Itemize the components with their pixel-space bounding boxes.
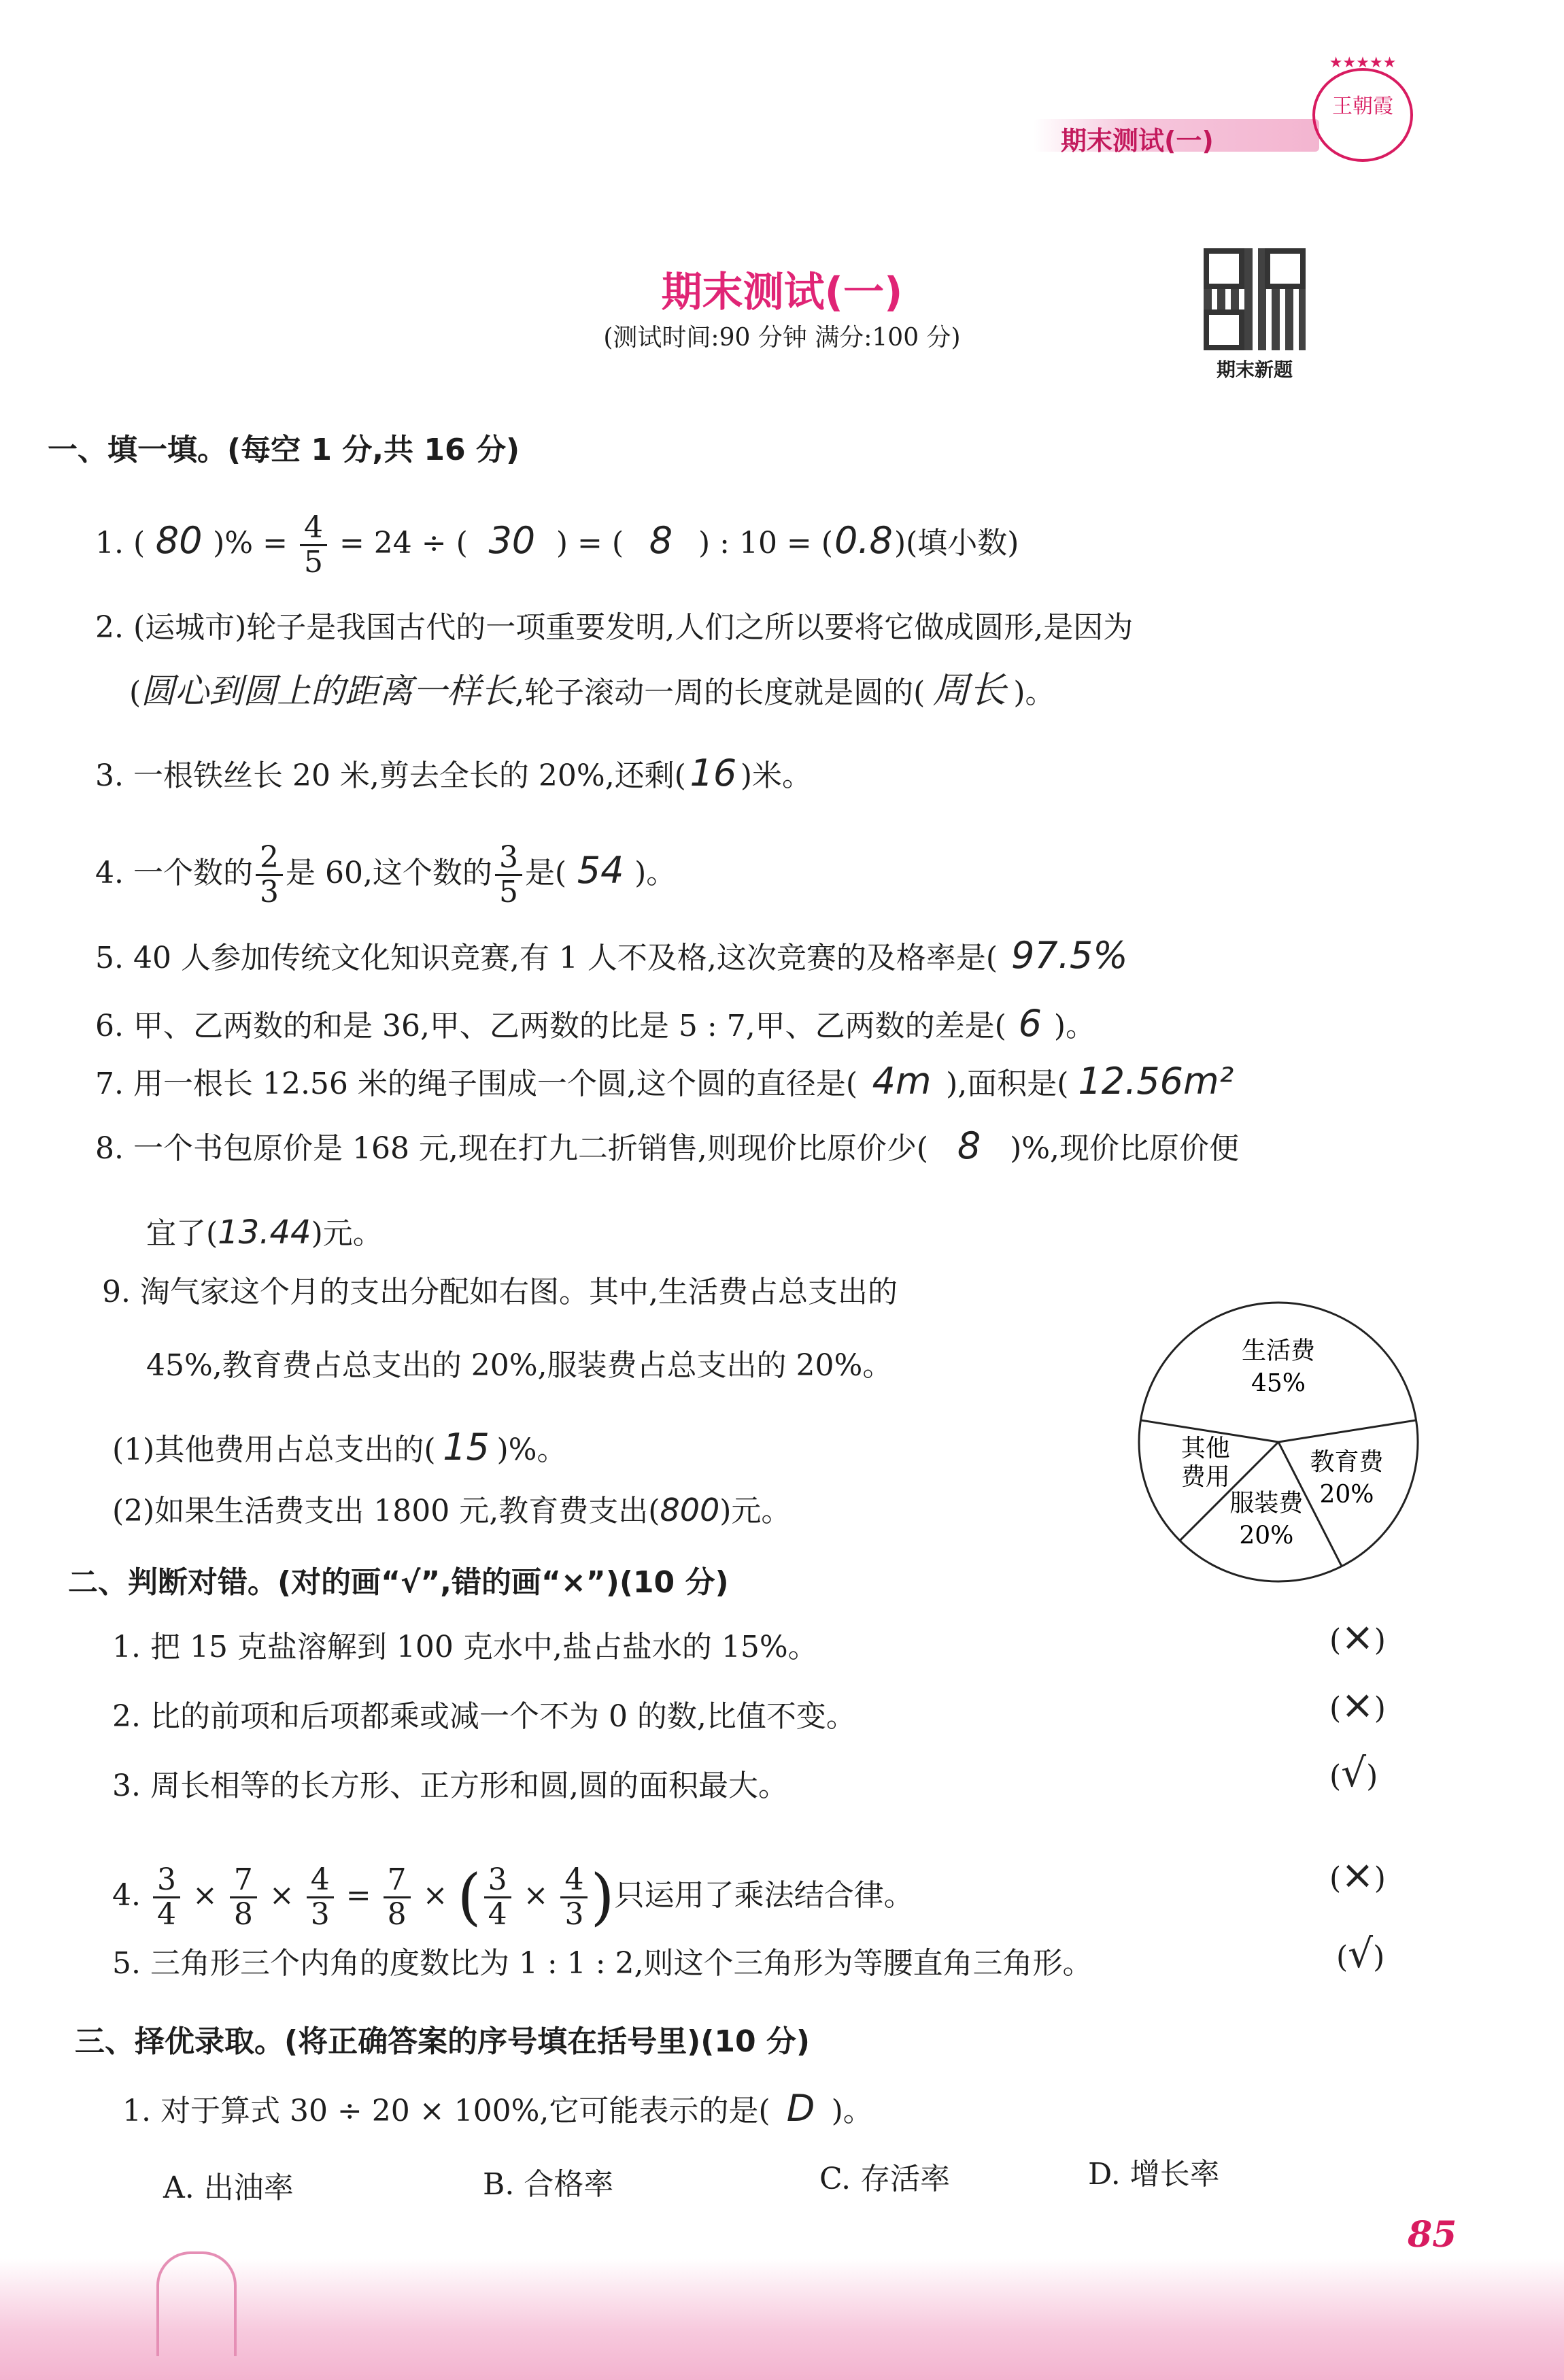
pie-label-1: 教育费 (1310, 1448, 1384, 1477)
q3-answer[interactable]: 16 (690, 752, 737, 794)
choice-option-b[interactable]: B. 合格率 (483, 2167, 614, 2202)
choice-q1: 1. 对于算式 30 ÷ 20 × 100%,它可能表示的是( D )。 (122, 2087, 873, 2130)
q1-answer-1[interactable]: 80 (155, 519, 203, 562)
q3-line: 3. 一根铁丝长 20 米,剪去全长的 20%,还剩( 16 )米。 (95, 752, 813, 794)
pie-value-2: 20% (1239, 1522, 1294, 1550)
choice-option-c[interactable]: C. 存活率 (819, 2162, 951, 2196)
q2-line2: (圆心到圆上的距离一样长,轮子滚动一周的长度就是圆的( 周长 )。 (129, 669, 1055, 711)
castle-icon (156, 2251, 237, 2356)
judge-mark-3[interactable]: (√) (1329, 1749, 1378, 1796)
pie-label-0: 生活费 (1241, 1337, 1316, 1365)
section1-heading: 一、填一填。(每空 1 分,共 16 分) (48, 433, 520, 467)
expense-pie-chart (1122, 1292, 1435, 1592)
q2-answer-2[interactable]: 周长 (932, 669, 1006, 711)
q7-line: 7. 用一根长 12.56 米的绳子围成一个圆,这个圆的直径是( 4m ),面积是( 12.56m² (95, 1060, 1234, 1103)
brand-logo (1312, 54, 1413, 162)
fraction-3-5: $\frac{3}{5}$ (495, 841, 522, 909)
q8-answer-2[interactable]: 13.44 (218, 1213, 311, 1252)
q8-answer-1[interactable]: 8 (957, 1124, 981, 1167)
qr-code-icon (1204, 248, 1306, 350)
page-subtitle: (测试时间:90 分钟 满分:100 分) (603, 324, 961, 352)
q9-line2: 45%,教育费占总支出的 20%,服装费占总支出的 20%。 (146, 1348, 893, 1383)
q9-line1: 9. 淘气家这个月的支出分配如右图。其中,生活费占总支出的 (102, 1275, 898, 1309)
judge-item-2: 2. 比的前项和后项都乘或减一个不为 0 的数,比值不变。 (112, 1699, 856, 1734)
pie-value-1: 20% (1319, 1481, 1374, 1509)
q5-line: 5. 40 人参加传统文化知识竞赛,有 1 人不及格,这次竞赛的及格率是( 97.5% (95, 934, 1128, 977)
q9-sub2: (2)如果生活费支出 1800 元,教育费支出(800)元。 (112, 1492, 792, 1528)
fraction-4-5: $\frac{4}{5}$ (300, 512, 327, 579)
pie-label-2: 服装费 (1229, 1489, 1304, 1518)
q4-answer[interactable]: 54 (577, 849, 624, 892)
q6-answer[interactable]: 6 (1018, 1002, 1042, 1045)
judge-item-1: 1. 把 15 克盐溶解到 100 克水中,盐占盐水的 15%。 (112, 1630, 818, 1664)
section2-heading: 二、判断对错。(对的画“√”,错的画“×”)(10 分) (68, 1565, 729, 1600)
pie-label-3: 其他费用 (1180, 1434, 1230, 1491)
choice-option-a[interactable]: A. 出油率 (163, 2171, 294, 2205)
q2-line1: 2. (运城市)轮子是我国古代的一项重要发明,人们之所以要将它做成圆形,是因为 (95, 610, 1134, 645)
q7-answer-2[interactable]: 12.56m² (1078, 1060, 1234, 1103)
judge-item-3: 3. 周长相等的长方形、正方形和圆,圆的面积最大。 (112, 1769, 788, 1803)
section3-heading: 三、择优录取。(将正确答案的序号填在括号里)(10 分) (75, 2024, 810, 2059)
fraction-2-3: $\frac{2}{3}$ (256, 841, 283, 909)
q9-answer-1[interactable]: 15 (443, 1426, 490, 1469)
q8-line1: 8. 一个书包原价是 168 元,现在打九二折销售,则现价比原价少( 8 )%,现价比原价便 (95, 1124, 1240, 1167)
q9-answer-2[interactable]: 800 (660, 1492, 720, 1528)
judge-mark-2[interactable]: (×) (1329, 1681, 1386, 1728)
q6-line: 6. 甲、乙两数的和是 36,甲、乙两数的比是 5 : 7,甲、乙两数的差是( 6 )。 (95, 1002, 1096, 1045)
q7-answer-1[interactable]: 4m (872, 1060, 932, 1103)
qr-label: 期末新题 (1216, 358, 1293, 381)
q1-answer-2[interactable]: 30 (488, 519, 536, 562)
q4-line: 4. 一个数的 $\frac{2}{3}$ 是 60,这个数的 $\frac{3}{5}$ 是( 54 )。 (95, 840, 677, 909)
page-number: 85 (1408, 2214, 1457, 2256)
brand-name: 王朝霞 (1332, 95, 1393, 118)
choice-q1-answer[interactable]: D (786, 2087, 815, 2130)
stars-icon: ★★★★★ (1329, 54, 1397, 71)
choice-option-d[interactable]: D. 增长率 (1088, 2157, 1220, 2192)
page-title: 期末测试(一) (661, 269, 903, 316)
q1-line: 1. ( 80 )% = $\frac{4}{5}$ = 24 ÷ ( 30 ) = ( 8 ) : 10 = (0.8)(填小数) (95, 510, 1019, 580)
judge-mark-4[interactable]: (×) (1329, 1851, 1386, 1898)
header-tag: 期末测试(一) (1061, 126, 1214, 156)
q9-sub1: (1)其他费用占总支出的( 15 )%。 (112, 1426, 567, 1469)
pie-value-0: 45% (1251, 1369, 1306, 1398)
q1-answer-4[interactable]: 0.8 (834, 519, 893, 562)
judge-item-4: 4. $\frac{3}{4}$ × $\frac{7}{8}$ × $\frac{4}{3}$ = $\frac{7}{8}$ × ( $\frac{3}{4}$ × $\frac{4}{3}$ )只运用了乘法结合律。 (112, 1861, 914, 1933)
judge-mark-5[interactable]: (√) (1336, 1930, 1385, 1977)
q1-answer-3[interactable]: 8 (649, 519, 673, 562)
q2-answer-1[interactable]: 圆心到圆上的距离一样长 (141, 671, 515, 711)
judge-mark-1[interactable]: (×) (1329, 1613, 1386, 1660)
q8-line2: 宜了(13.44)元。 (146, 1213, 383, 1252)
judge-item-5: 5. 三角形三个内角的度数比为 1 : 1 : 2,则这个三角形为等腰直角三角形。 (112, 1946, 1093, 1981)
q5-answer[interactable]: 97.5% (1011, 934, 1128, 977)
